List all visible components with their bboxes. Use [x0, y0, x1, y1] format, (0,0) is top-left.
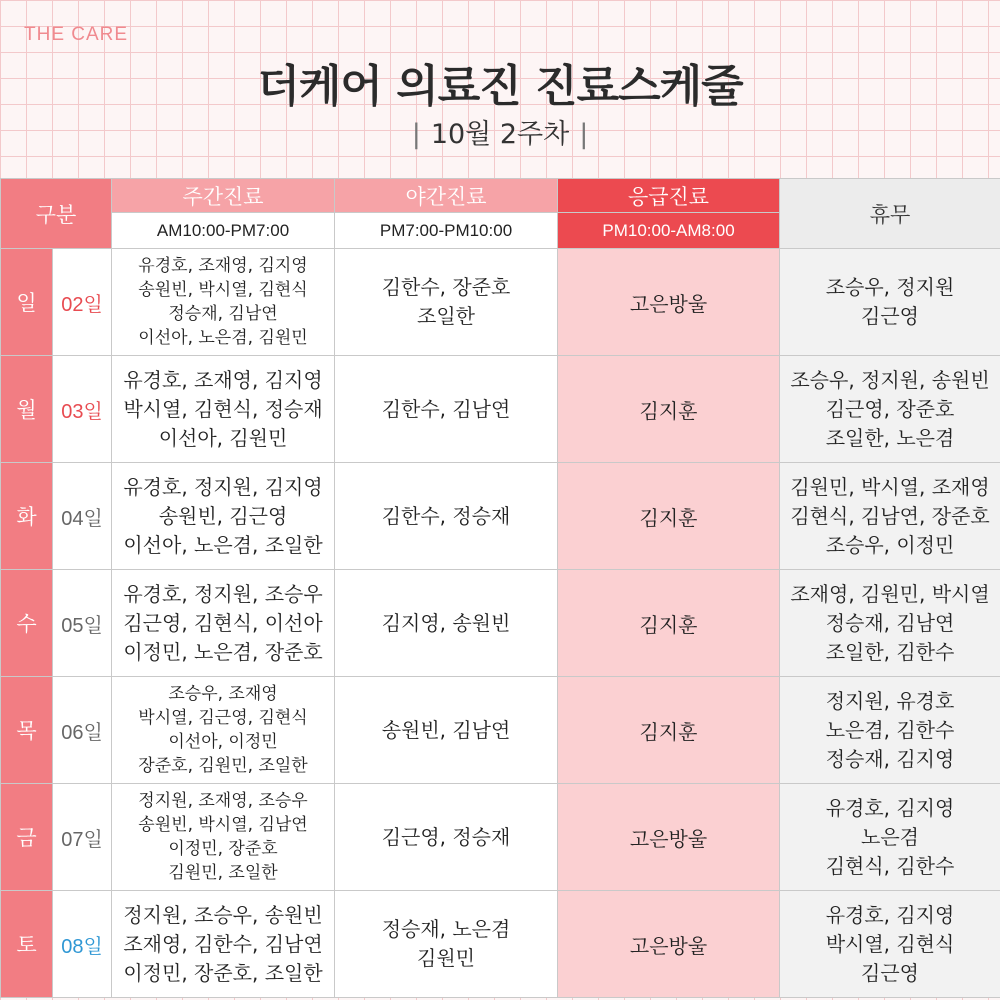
night-clinic-cell	[335, 570, 558, 677]
night-clinic-hours: PM7:00-PM10:00	[335, 213, 558, 249]
divider-right: |	[579, 119, 589, 150]
night-clinic-cell	[335, 891, 558, 998]
staff-line: 이정민, 장준호	[168, 839, 278, 859]
day-clinic-cell	[112, 463, 335, 570]
brand-label: THE CARE	[24, 24, 129, 45]
staff-line: 김지영, 송원빈	[381, 610, 511, 635]
header-day-clinic: 주간진료	[112, 179, 335, 213]
divider-left: |	[411, 119, 421, 150]
staff-line: 송원빈, 김근영	[158, 503, 288, 528]
staff-line: 조재영, 김원민, 박시열	[790, 581, 990, 606]
rest-cell	[780, 463, 1000, 570]
rest-cell	[780, 570, 1000, 677]
date-cell: 04일	[53, 463, 112, 570]
schedule-row	[1, 677, 1000, 784]
staff-line: 정지원, 조재영, 조승우	[138, 791, 308, 811]
staff-line: 김원민, 박시열, 조재영	[790, 474, 990, 499]
night-clinic-cell	[335, 677, 558, 784]
staff-line: 김근영	[861, 960, 919, 985]
schedule-row	[1, 891, 1000, 998]
day-clinic-cell	[112, 891, 335, 998]
schedule-row	[1, 356, 1000, 463]
staff-line: 김근영, 장준호	[825, 396, 955, 421]
night-clinic-cell	[335, 784, 558, 891]
weekday-cell: 일	[1, 249, 53, 356]
staff-line: 송원빈, 김남연	[381, 717, 511, 742]
staff-line: 김현식, 김남연, 장준호	[790, 503, 990, 528]
emergency-clinic-cell: 김지훈	[558, 570, 780, 677]
staff-line: 김근영	[861, 304, 919, 328]
page-subtitle	[0, 112, 1000, 151]
date-cell: 07일	[53, 784, 112, 891]
schedule-row	[1, 570, 1000, 677]
emergency-clinic-cell: 고은방울	[558, 784, 780, 891]
staff-line: 정지원, 유경호	[825, 688, 955, 713]
staff-line: 노은겸, 김한수	[825, 717, 955, 742]
staff-line: 이선아, 이정민	[168, 732, 278, 752]
weekday-cell: 수	[1, 570, 53, 677]
staff-line: 김근영, 정승재	[381, 824, 511, 849]
schedule-table	[0, 178, 1000, 998]
page-title: 더케어 의료진 진료스케줄	[257, 61, 743, 112]
schedule-rows	[1, 249, 1000, 998]
rest-cell	[780, 784, 1000, 891]
staff-line: 정승재, 김남연	[168, 304, 278, 324]
staff-line: 김현식, 김한수	[825, 853, 955, 878]
staff-line: 김원민, 조일한	[168, 863, 278, 883]
staff-line: 송원빈, 박시열, 김남연	[138, 815, 308, 835]
day-clinic-cell	[112, 570, 335, 677]
staff-line: 정승재, 김지영	[825, 746, 955, 771]
staff-line: 김한수, 정승재	[381, 503, 511, 528]
rest-cell	[780, 356, 1000, 463]
emergency-clinic-cell: 고은방울	[558, 249, 780, 356]
rest-cell	[780, 891, 1000, 998]
staff-line: 송원빈, 박시열, 김현식	[138, 280, 308, 300]
staff-line: 이정민, 노은겸, 장준호	[123, 639, 323, 664]
staff-line: 정승재, 김남연	[825, 610, 955, 635]
header-night-clinic: 야간진료	[335, 179, 558, 213]
schedule-row	[1, 784, 1000, 891]
day-clinic-hours: AM10:00-PM7:00	[112, 213, 335, 249]
staff-line: 이선아, 김원민	[158, 425, 288, 450]
staff-line: 박시열, 김근영, 김현식	[138, 708, 308, 728]
rest-cell	[780, 249, 1000, 356]
staff-line: 이선아, 노은겸, 조일한	[123, 532, 323, 557]
staff-line: 조승우, 조재영	[168, 684, 278, 704]
staff-line: 노은겸	[861, 824, 919, 849]
week-label: 10월 2주차	[430, 119, 570, 150]
weekday-cell: 목	[1, 677, 53, 784]
staff-line: 조일한, 노은겸	[825, 425, 955, 450]
emergency-clinic-cell: 고은방울	[558, 891, 780, 998]
staff-line: 유경호, 김지영	[825, 902, 955, 927]
staff-line: 박시열, 김현식	[825, 931, 955, 956]
night-clinic-cell	[335, 356, 558, 463]
day-clinic-cell	[112, 784, 335, 891]
header-rest: 휴무	[780, 179, 1000, 249]
staff-line: 정승재, 노은겸	[381, 917, 511, 941]
staff-line: 유경호, 정지원, 김지영	[123, 474, 323, 499]
weekday-cell: 토	[1, 891, 53, 998]
staff-line: 조승우, 정지원, 송원빈	[790, 367, 990, 392]
date-cell: 05일	[53, 570, 112, 677]
staff-line: 김한수, 장준호	[381, 275, 511, 299]
staff-line: 조승우, 이정민	[825, 532, 955, 557]
date-cell: 06일	[53, 677, 112, 784]
date-cell: 02일	[53, 249, 112, 356]
rest-cell	[780, 677, 1000, 784]
staff-line: 유경호, 조재영, 김지영	[123, 367, 323, 392]
schedule-row	[1, 463, 1000, 570]
day-clinic-cell	[112, 249, 335, 356]
staff-line: 조일한, 김한수	[825, 639, 955, 664]
night-clinic-cell	[335, 249, 558, 356]
schedule-row	[1, 249, 1000, 356]
weekday-cell: 월	[1, 356, 53, 463]
day-clinic-cell	[112, 677, 335, 784]
staff-line: 이정민, 장준호, 조일한	[123, 960, 323, 985]
emergency-clinic-cell: 김지훈	[558, 677, 780, 784]
weekday-cell: 금	[1, 784, 53, 891]
emergency-clinic-cell: 김지훈	[558, 356, 780, 463]
date-cell: 08일	[53, 891, 112, 998]
staff-line: 조일한	[417, 304, 475, 328]
staff-line: 김원민	[417, 946, 475, 970]
staff-line: 조재영, 김한수, 김남연	[123, 931, 323, 956]
staff-line: 유경호, 김지영	[825, 795, 955, 820]
emergency-clinic-cell: 김지훈	[558, 463, 780, 570]
staff-line: 유경호, 정지원, 조승우	[123, 581, 323, 606]
staff-line: 유경호, 조재영, 김지영	[138, 256, 308, 276]
weekday-cell: 화	[1, 463, 53, 570]
staff-line: 김한수, 김남연	[381, 396, 511, 421]
staff-line: 박시열, 김현식, 정승재	[123, 396, 323, 421]
staff-line: 장준호, 김원민, 조일한	[138, 756, 308, 776]
date-cell: 03일	[53, 356, 112, 463]
emergency-clinic-hours: PM10:00-AM8:00	[558, 213, 780, 249]
header-emergency-clinic: 응급진료	[558, 179, 780, 213]
day-clinic-cell	[112, 356, 335, 463]
staff-line: 이선아, 노은겸, 김원민	[138, 328, 308, 348]
night-clinic-cell	[335, 463, 558, 570]
staff-line: 정지원, 조승우, 송원빈	[123, 902, 323, 927]
staff-line: 김근영, 김현식, 이선아	[123, 610, 323, 635]
staff-line: 조승우, 정지원	[825, 275, 955, 299]
header-gubun: 구분	[1, 179, 112, 249]
